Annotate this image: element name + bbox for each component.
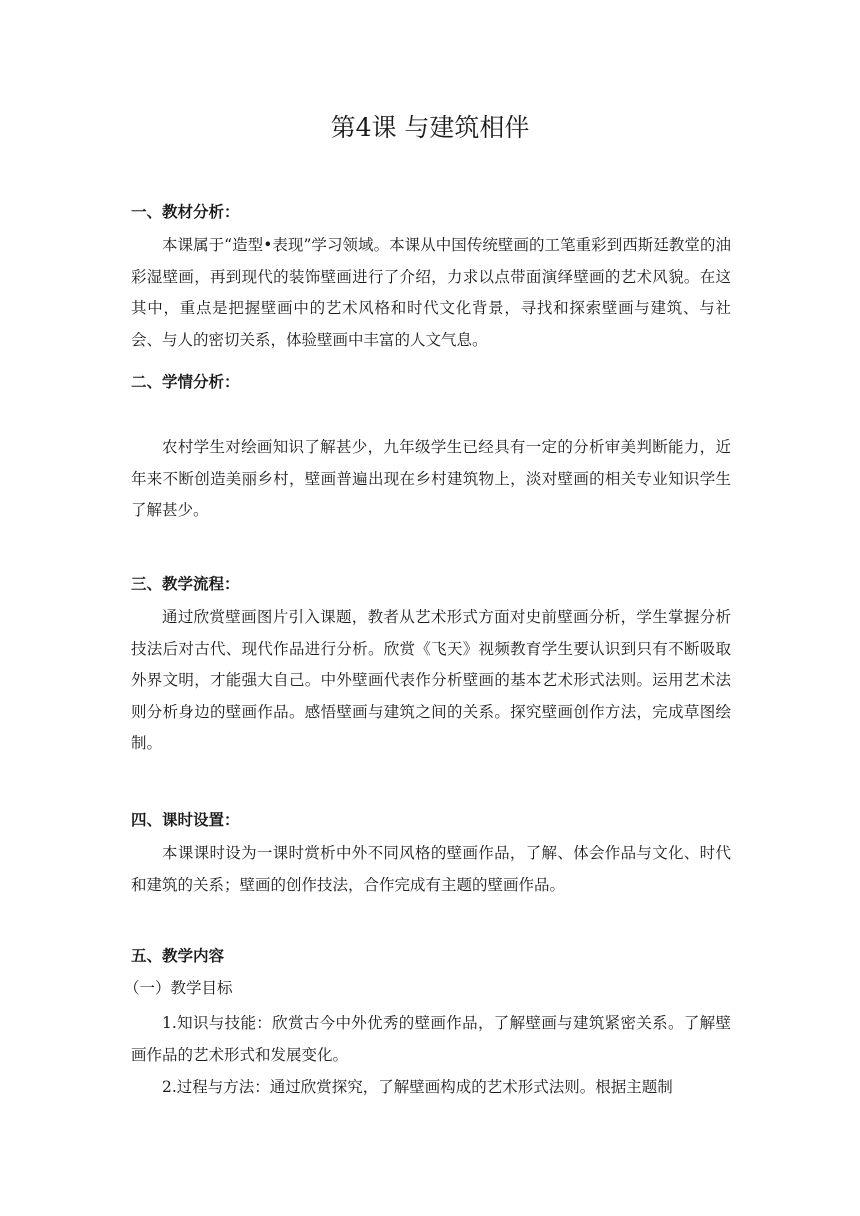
section-heading-textbook-analysis: 一、教材分析： <box>131 202 240 221</box>
teaching-objectives-subheading: （一）教学目标 <box>124 979 233 997</box>
class-hours-paragraph: 本课课时设为一课时赏析中外不同风格的壁画作品，了解、体会作品与文化、时代和建筑的关系；壁画的创作技法，合作完成有主题的壁画作品。 <box>131 844 731 894</box>
page-title: 第4课 与建筑相伴 <box>330 113 530 142</box>
section-heading-teaching-content: 五、教学内容 <box>131 946 225 965</box>
teaching-process-paragraph: 通过欣赏壁画图片引入课题，教者从艺术形式方面对史前壁画分析，学生掌握分析技法后对古代、现代作品进行分析。欣赏《飞天》视频教育学生要认识到只有不断吸取外界文明，才能强大自己。中外壁画代表作分析壁画的基本艺术形式法则。运用艺术法则分析身边的壁画作品。感悟壁画与建筑之间的关系。探究壁画创作方法，完成草图绘制。 <box>131 608 731 752</box>
objective-item-knowledge-skills: 1.知识与技能：欣赏古今中外优秀的壁画作品，了解壁画与建筑紧密关系。了解壁画作品的艺术形式和发展变化。 <box>131 1014 731 1064</box>
section-heading-learner-analysis: 二、学情分析： <box>131 372 240 391</box>
section-heading-teaching-process: 三、教学流程： <box>131 574 240 593</box>
learner-analysis-paragraph: 农村学生对绘画知识了解甚少，九年级学生已经具有一定的分析审美判断能力，近年来不断创造美丽乡村，壁画普遍出现在乡村建筑物上，淡对壁画的相关专业知识学生了解甚少。 <box>131 438 731 519</box>
objective-item-process-methods: 2.过程与方法：通过欣赏探究，了解壁画构成的艺术形式法则。根据主题制 <box>162 1078 673 1096</box>
section-heading-class-hours: 四、课时设置： <box>131 810 240 829</box>
textbook-analysis-paragraph: 本课属于“造型•表现”学习领域。本课从中国传统壁画的工笔重彩到西斯廷教堂的油彩湿壁画，再到现代的装饰壁画进行了介绍，力求以点带面演绎壁画的艺术风貌。在这其中，重点是把握壁画中的艺术风格和时代文化背景，寻找和探索壁画与建筑、与社会、与人的密切关系，体验壁画中丰富的人文气息。 <box>131 236 731 349</box>
